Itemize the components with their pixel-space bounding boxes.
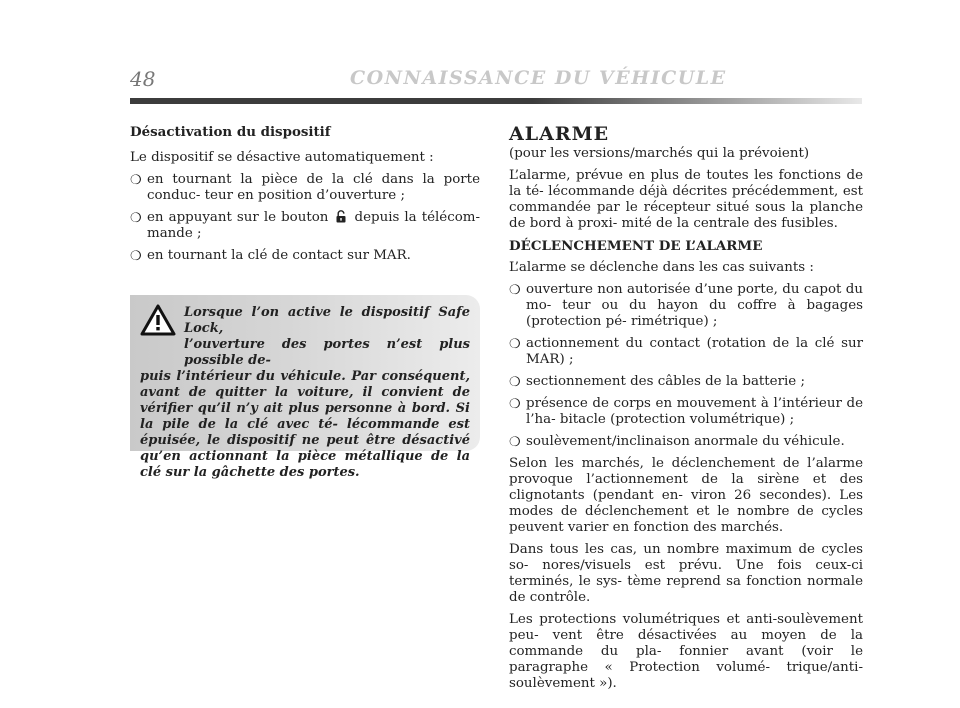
list-item bbox=[509, 396, 863, 428]
warning-box bbox=[130, 295, 480, 480]
warning-body: puis l’intérieur du véhicule. Par conséquent, avant de quitter la voiture, il convient de vérifier qu’il n’y ait plus personne à bord. Si la pile de la clé avec té- lécommande est épuisée, le dispositif ne peut être désactivé qu’en actionnant la pièce métallique de la clé sur la gâchette des portes. bbox=[140, 369, 470, 480]
list-item-text: en appuyant sur le bouton bbox=[147, 210, 329, 225]
list-item-text: soulèvement/inclinaison anormale du véhicule. bbox=[526, 434, 845, 449]
left-column bbox=[130, 124, 480, 270]
intro-text: Le dispositif se désactive automatiquement : bbox=[130, 150, 434, 165]
list-item bbox=[509, 374, 863, 390]
alarm-intro: L’alarme, prévue en plus de toutes les fonctions de la té- lécommande déjà décrites précédemment, est commandée par le récepteur situé sous la planche de bord à proxi- mité de la centrale des fusibles. bbox=[509, 168, 863, 231]
trigger-heading: DÉCLENCHEMENT DE L’ALARME bbox=[509, 238, 763, 254]
warning-text bbox=[140, 305, 470, 481]
right-column bbox=[509, 124, 863, 698]
bullet-icon: ❍ bbox=[130, 211, 142, 226]
bullet-icon: ❍ bbox=[509, 375, 521, 390]
list-item bbox=[130, 172, 480, 204]
trigger-intro: L’alarme se déclenche dans les cas suivants : bbox=[509, 260, 814, 275]
unlock-icon bbox=[336, 210, 346, 223]
list-item bbox=[130, 210, 480, 242]
section-subtitle: (pour les versions/marchés qui la prévoient) bbox=[509, 146, 810, 161]
trigger-list bbox=[509, 282, 863, 450]
section-title: ALARME bbox=[509, 123, 610, 145]
bullet-icon: ❍ bbox=[509, 337, 521, 352]
list-item-text: ouverture non autorisée d’une porte, du capot du mo- teur ou du hayon du coffre à bagages (protection pé- rimétrique) ; bbox=[526, 282, 863, 329]
list-item-text: présence de corps en mouvement à l’intérieur de l’ha- bitacle (protection volumétrique) ; bbox=[526, 396, 863, 427]
deactivation-list bbox=[130, 172, 480, 264]
list-item-text: actionnement du contact (rotation de la clé sur MAR) ; bbox=[526, 336, 863, 367]
bullet-icon: ❍ bbox=[509, 283, 521, 298]
list-item-text: en tournant la clé de contact sur MAR. bbox=[147, 248, 411, 263]
list-item bbox=[509, 336, 863, 368]
header-title: CONNAISSANCE DU VÉHICULE bbox=[350, 67, 727, 89]
list-item-text: sectionnement des câbles de la batterie ; bbox=[526, 374, 805, 389]
list-item-text: en tournant la pièce de la clé dans la porte conduc- teur en position d’ouverture ; bbox=[147, 172, 480, 203]
list-item bbox=[130, 248, 480, 264]
header-rule bbox=[130, 98, 862, 104]
warning-line-1: Lorsque l’on active le dispositif Safe Lock, bbox=[184, 305, 470, 336]
bullet-icon: ❍ bbox=[509, 397, 521, 412]
bullet-icon: ❍ bbox=[130, 249, 142, 264]
body-paragraph: Dans tous les cas, un nombre maximum de cycles so- nores/visuels est prévu. Une fois ceux-ci terminés, le sys- tème reprend sa fonction normale de contrôle. bbox=[509, 542, 863, 605]
list-item bbox=[509, 282, 863, 330]
list-item-text: depuis la télécom- mande ; bbox=[147, 210, 480, 241]
body-paragraph: Selon les marchés, le déclenchement de l’alarme provoque l’actionnement de la sirène et des clignotants (pendant en- viron 26 secondes). Les modes de déclenchement et le nombre de cycles peuvent varier en fonction des marchés. bbox=[509, 456, 863, 535]
body-paragraph: Les protections volumétriques et anti-soulèvement peu- vent être désactivées au moyen de la commande du pla- fonnier avant (voir le paragraphe « Protection volumé- trique/anti-soulèvement »). bbox=[509, 612, 863, 691]
subheading: Désactivation du dispositif bbox=[130, 124, 331, 140]
warning-line-2: l’ouverture des portes n’est plus possible de- bbox=[184, 337, 470, 368]
page-number: 48 bbox=[130, 67, 156, 91]
list-item bbox=[509, 434, 863, 450]
bullet-icon: ❍ bbox=[130, 173, 142, 188]
bullet-icon: ❍ bbox=[509, 435, 521, 450]
